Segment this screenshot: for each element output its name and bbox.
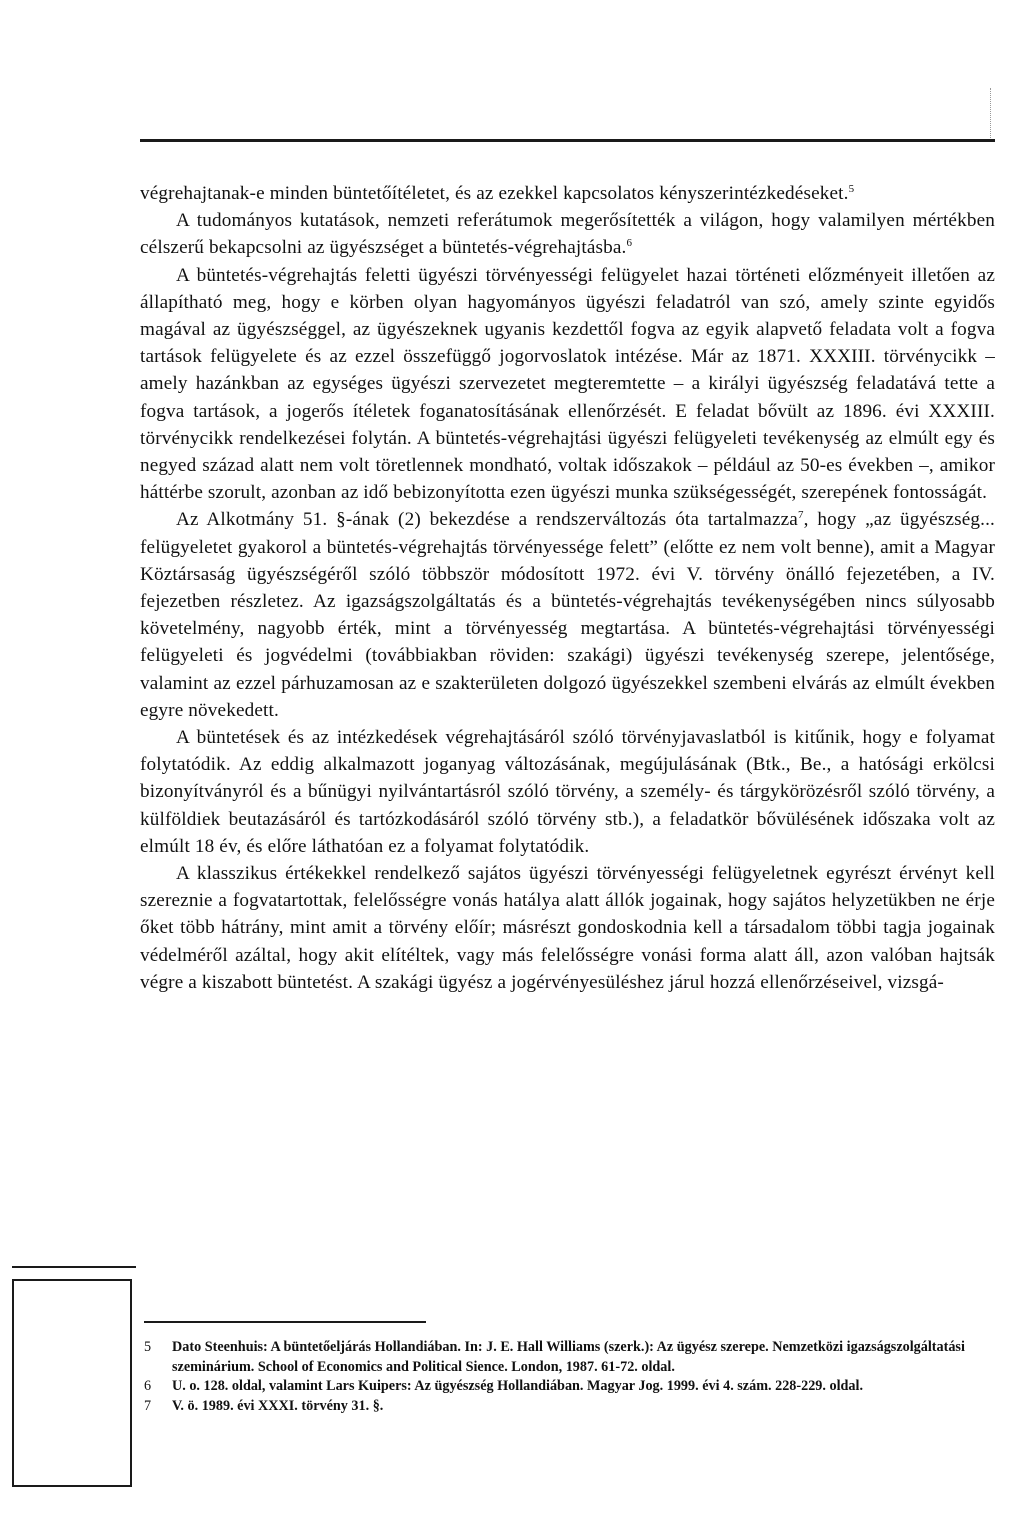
paragraph bbox=[140, 724, 995, 860]
side-rule bbox=[12, 1266, 136, 1268]
paragraph bbox=[140, 207, 995, 261]
paragraph bbox=[140, 262, 995, 507]
footnote-text: U. o. 128. oldal, valamint Lars Kuipers: Az ügyészség Hollandiában. Magyar Jog. 1999. évi 4. szám. 228-229. oldal. bbox=[172, 1378, 863, 1395]
footnote-rule bbox=[144, 1321, 426, 1323]
paragraph-text: , hogy „az ügyészség... felügyeletet gyakorol a büntetés-végrehajtás törvényessége felett” (előtte ez nem volt benne), amit a Magyar Köztársaság ügyészségéről szóló többször módosított 1972. évi V. törvény önálló fejezetében, a IV. fejezetben részletez. Az igazságszolgáltatás és a büntetés-végrehajtás tevékenységében nincs súlyosabb követelmény, nagyobb érték, mint a törvényesség megtartása. A büntetés-végrehajtási törvényességi felügyeleti és jogvédelmi (továbbiakban röviden: szakági) ügyészi tevékenység szerepe, jelentősége, valamint az ezzel párhuzamosan az e szakterületen dolgozó ügyészekkel szembeni elvárás az elmúlt években egyre növekedett. bbox=[140, 509, 995, 721]
footnote-text: V. ö. 1989. évi XXXI. törvény 31. §. bbox=[172, 1397, 384, 1414]
paragraph-text: A tudományos kutatások, nemzeti referátumok megerősítették a világon, hogy valamilyen mértékben célszerű bekapcsolni az ügyészséget a büntetés-végrehajtásba. bbox=[140, 210, 995, 259]
body-text bbox=[140, 180, 995, 996]
footnote-number: 5 bbox=[144, 1339, 152, 1355]
footnote-text: Dato Steenhuis: A büntetőeljárás Hollandiában. In: J. E. Hall Williams (szerk.): Az ügyész szerepe. Nemzetközi igazságszolgáltatási szeminárium. School of Economics and Political Sience. London, 1987. 61-72. oldal. bbox=[172, 1339, 965, 1375]
header-rule bbox=[140, 139, 995, 142]
paragraph-text: végrehajtanak-e minden büntetőítéletet, és az ezekkel kapcsolatos kényszerintézkedéseket. bbox=[140, 183, 849, 204]
side-box bbox=[12, 1279, 132, 1487]
paragraph bbox=[140, 506, 995, 724]
footnotes bbox=[140, 1338, 995, 1416]
paragraph bbox=[140, 860, 995, 996]
paragraph-text: A büntetés-végrehajtás feletti ügyészi törvényességi felügyelet hazai történeti előzményeit illetően az állapítható meg, hogy e körben olyan hagyományos ügyészi feladatról van szó, amely szinte egyidős magával az ügyészséggel, az ügyészeknek ugyanis kezdettől fogva az egyik alapvető feladata volt a fogva tartások felügyelete és az ezzel összefüggő jogorvoslatok intézése. Már az 1871. XXXIII. törvénycikk – amely hazánkban az egységes ügyészi szervezetet megteremtette – a királyi ügyészség feladatává tette a fogva tartások, a jogerős ítéletek foganatosításának ellenőrzését. E feladat bővült az 1896. évi XXXIII. törvénycikk rendelkezései folytán. A büntetés-végrehajtási ügyészi felügyeleti tevékenység az elmúlt egy és negyed század alatt nem volt töretlennek mondható, voltak időszakok – például az 50-es években –, amikor háttérbe szorult, azonban az idő bebizonyította ezen ügyészi munka szükségességét, szerepének fontosságát. bbox=[140, 264, 995, 504]
footnote-ref: 6 bbox=[626, 237, 633, 250]
paragraph-text: A klasszikus értékekkel rendelkező sajátos ügyészi törvényességi felügyeletnek egyrészt érvényt kell szereznie a fogvatartottak, felelősségre vonás hatálya alatt állók jogainak, hogy sajátos helyzetükben ne érje őket több hátrány, mint amit a törvény előír; másrészt gondoskodnia kell a társadalom többi tagja jogainak védelméről azáltal, hogy akit elítéltek, vagy más felelősségre vonási forma alatt áll, azon valóban hajtsák végre a kiszabott büntetést. A szakági ügyész a jogérvényesüléshez járul hozzá ellenőrzéseivel, vizsgá- bbox=[140, 863, 995, 993]
footnote bbox=[140, 1377, 995, 1397]
footnote bbox=[140, 1338, 995, 1377]
paragraph-text: Az Alkotmány 51. §-ának (2) bekezdése a rendszerváltozás óta tartalmazza bbox=[176, 509, 798, 531]
footnote-number: 7 bbox=[144, 1397, 152, 1414]
footnote bbox=[140, 1397, 995, 1417]
footnote-ref: 5 bbox=[848, 183, 855, 195]
paragraph-text: A büntetések és az intézkedések végrehajtásáról szóló törvényjavaslatból is kitűnik, hogy e folyamat folytatódik. Az eddig alkalmazott joganyag változásának, megújulásának (Btk., Be., a hatósági erkölcsi bizonyítványról és a bűnügyi nyilvántartásról szóló törvény, a személy- és tárgykörözésről szóló törvény, a külföldiek beutazásáról és tartózkodásáról szóló törvény stb.), a feladatkör bővülésének időszaka volt az elmúlt 18 év, és előre láthatóan ez a folyamat folytatódik. bbox=[140, 727, 995, 857]
footnote-ref: 7 bbox=[797, 509, 804, 522]
paragraph bbox=[140, 180, 995, 207]
margin-marks bbox=[990, 88, 993, 140]
footnote-number: 6 bbox=[144, 1378, 152, 1395]
